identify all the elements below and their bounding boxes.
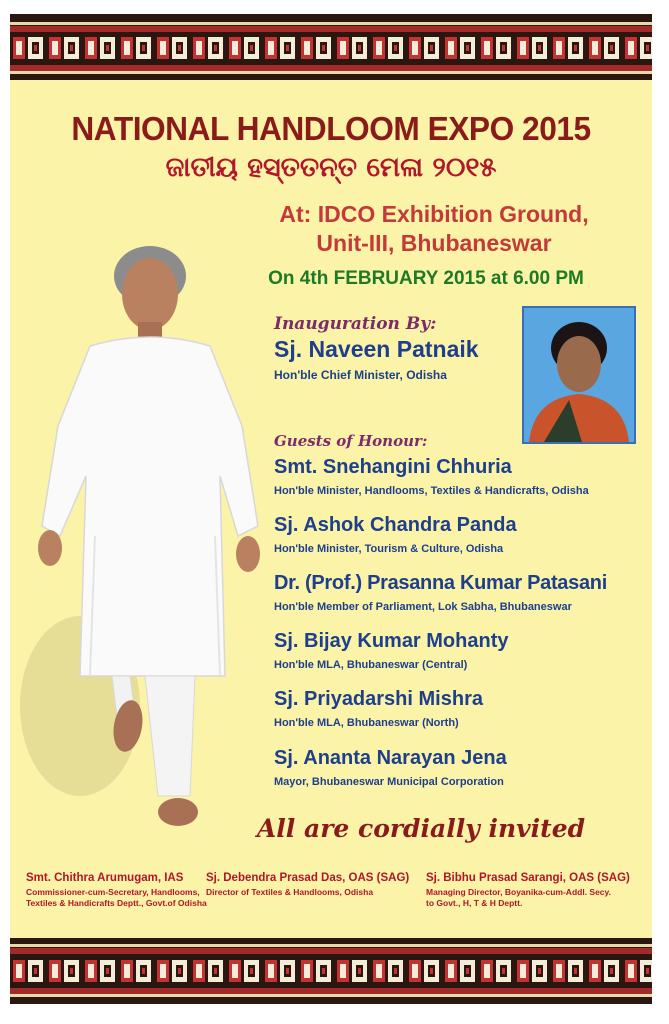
guest-name-5: Sj. Priyadarshi Mishra [274, 688, 483, 710]
portrait-photo [522, 306, 636, 444]
official-designation-3-line-2: to Govt., H, T & H Deptt. [426, 898, 523, 908]
top-border-motif [10, 33, 652, 63]
portrait-image [524, 308, 634, 442]
bottom-border-motif [10, 956, 652, 986]
guest-designation-6: Mayor, Bhubaneswar Municipal Corporation [274, 776, 504, 788]
official-designation-1-line-2: Textiles & Handicrafts Deptt., Govt.of Odisha [26, 898, 207, 908]
inaugurator-designation: Hon'ble Chief Minister, Odisha [274, 368, 447, 382]
venue-line-1: At: IDCO Exhibition Ground, [279, 201, 589, 227]
guest-designation-2: Hon'ble Minister, Tourism & Culture, Odisha [274, 543, 504, 555]
guest-designation-1: Hon'ble Minister, Handlooms, Textiles & Handicrafts, Odisha [274, 485, 589, 497]
official-name-2: Sj. Debendra Prasad Das, OAS (SAG) [206, 872, 410, 884]
guest-designation-3: Hon'ble Member of Parliament, Lok Sabha, Bhubaneswar [274, 601, 572, 613]
guests-label: Guests of Honour: [274, 432, 428, 450]
official-designation-1 [26, 887, 207, 909]
official-name-1: Smt. Chithra Arumugam, IAS [26, 872, 184, 884]
expo-title: NATIONAL HANDLOOM EXPO 2015 [71, 110, 591, 147]
venue [224, 200, 644, 258]
inauguration-label: Inauguration By: [274, 314, 437, 334]
venue-line-2: Unit-III, Bhubaneswar [316, 230, 552, 256]
inaugurator-name: Sj. Naveen Patnaik [274, 336, 479, 362]
guest-name-3: Dr. (Prof.) Prasanna Kumar Patasani [274, 572, 607, 594]
guest-designation-5: Hon'ble MLA, Bhubaneswar (North) [274, 717, 459, 729]
main-figure-image [20, 236, 270, 838]
guest-name-6: Sj. Ananta Narayan Jena [274, 747, 507, 769]
invitation-text: All are cordially invited [256, 814, 586, 843]
guest-designation-4: Hon'ble MLA, Bhubaneswar (Central) [274, 659, 468, 671]
expo-title-odia: ଜାତୀୟ ହସ୍ତତନ୍ତ ମେଳା ୨୦୧୫ [165, 152, 497, 183]
guest-name-1: Smt. Snehangini Chhuria [274, 456, 512, 478]
bottom-border-band [10, 938, 652, 1004]
official-designation-3 [426, 887, 611, 909]
event-date-time: On 4th FEBRUARY 2015 at 6.00 PM [268, 268, 584, 289]
official-name-3: Sj. Bibhu Prasad Sarangi, OAS (SAG) [426, 872, 630, 884]
official-designation-1-line-1: Commissioner-cum-Secretary, Handlooms, [26, 887, 200, 897]
guest-name-2: Sj. Ashok Chandra Panda [274, 514, 517, 536]
official-designation-2 [206, 887, 373, 898]
official-designation-3-line-1: Managing Director, Boyanika-cum-Addl. Secy. [426, 887, 611, 897]
official-designation-2-line-1: Director of Textiles & Handlooms, Odisha [206, 887, 374, 897]
event-poster [10, 14, 652, 1004]
top-border-band [10, 14, 652, 80]
guest-name-4: Sj. Bijay Kumar Mohanty [274, 630, 509, 652]
